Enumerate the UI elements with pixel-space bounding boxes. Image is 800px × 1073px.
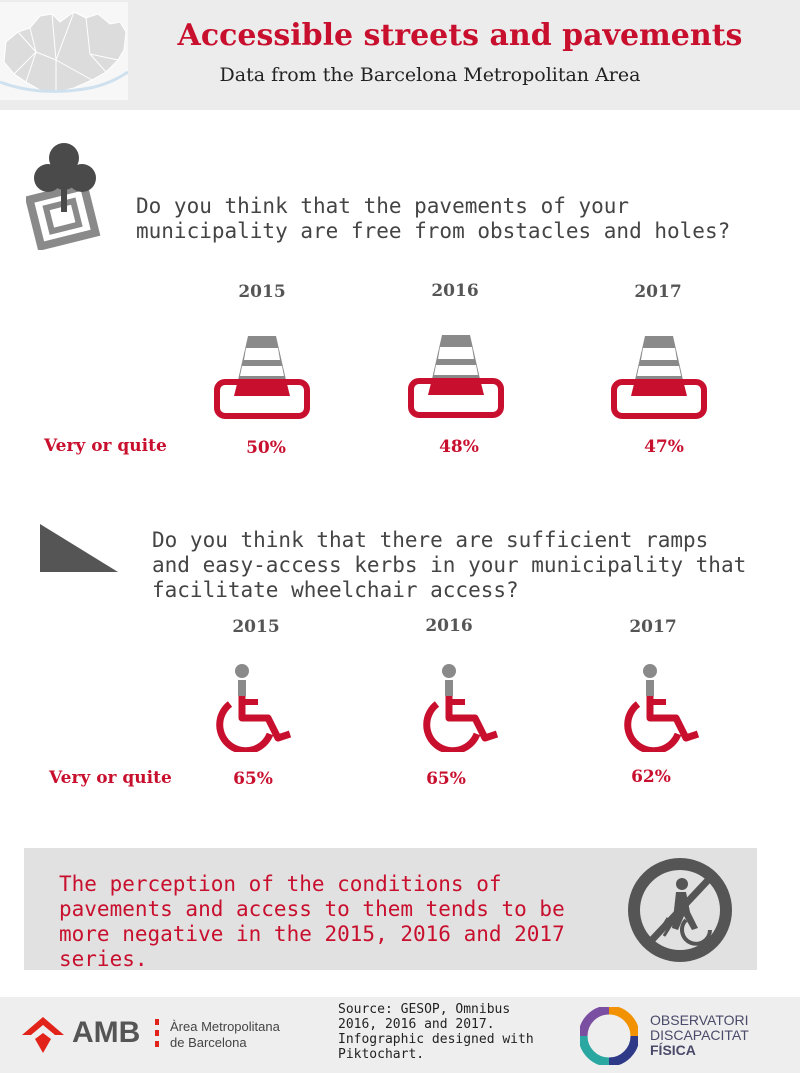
- observatori-line: FÍSICA: [650, 1042, 696, 1058]
- ramp-icon: [38, 522, 120, 574]
- amb-full-name: [170, 1019, 280, 1051]
- row-label: Very or quite: [49, 768, 172, 788]
- percentage-value: 65%: [233, 769, 273, 789]
- no-accessibility-icon: [624, 854, 736, 966]
- source-note: Source: GESOP, Omnibus 2016, 2016 and 2017. Infographic designed with Piktochart.: [338, 1002, 534, 1062]
- logo-divider: [155, 1019, 159, 1047]
- metropolitan-map-image: [0, 2, 128, 100]
- year-label: 2017: [634, 282, 682, 302]
- year-label: 2017: [629, 617, 677, 637]
- tree-icon: [26, 142, 106, 250]
- wheelchair-icon: [212, 662, 296, 752]
- traffic-cone-icon: [214, 336, 310, 422]
- amb-logo-text: AMB: [72, 1016, 141, 1049]
- year-label: 2015: [232, 617, 280, 637]
- amb-full-name-line: Àrea Metropolitana: [170, 1019, 280, 1034]
- percentage-value: 65%: [426, 769, 466, 789]
- traffic-cone-icon: [408, 335, 504, 421]
- amb-logo-icon: [22, 1017, 64, 1053]
- row-label: Very or quite: [44, 436, 167, 456]
- question-pavements: Do you think that the pavements of your municipality are free from obstacles and holes?: [136, 194, 731, 243]
- year-label: 2016: [431, 281, 479, 301]
- footer: [0, 997, 800, 1073]
- observatori-logo-text: [650, 1013, 749, 1058]
- observatori-line: DISCAPACITAT: [650, 1027, 749, 1043]
- percentage-value: 50%: [246, 438, 286, 458]
- conclusion-text: The perception of the conditions of pavements and access to them tends to be more negative in the 2015, 2016 and 2017 series.: [59, 872, 565, 971]
- percentage-value: 48%: [439, 437, 479, 457]
- wheelchair-icon: [620, 662, 704, 752]
- header: [0, 0, 800, 110]
- wheelchair-icon: [419, 662, 503, 752]
- conclusion-callout: [24, 848, 757, 970]
- year-label: 2016: [425, 616, 473, 636]
- question-ramps: Do you think that there are sufficient ramps and easy-access kerbs in your municipality that facilitate wheelchair access?: [152, 528, 747, 602]
- observatori-line: OBSERVATORI: [650, 1012, 749, 1028]
- amb-full-name-line: de Barcelona: [170, 1035, 247, 1050]
- page-subtitle: Data from the Barcelona Metropolitan Area: [219, 64, 641, 86]
- traffic-cone-icon: [611, 336, 707, 422]
- percentage-value: 62%: [631, 767, 671, 787]
- year-label: 2015: [238, 282, 286, 302]
- page-title: Accessible streets and pavements: [177, 18, 743, 53]
- observatori-logo-icon: [580, 1007, 638, 1065]
- percentage-value: 47%: [644, 437, 684, 457]
